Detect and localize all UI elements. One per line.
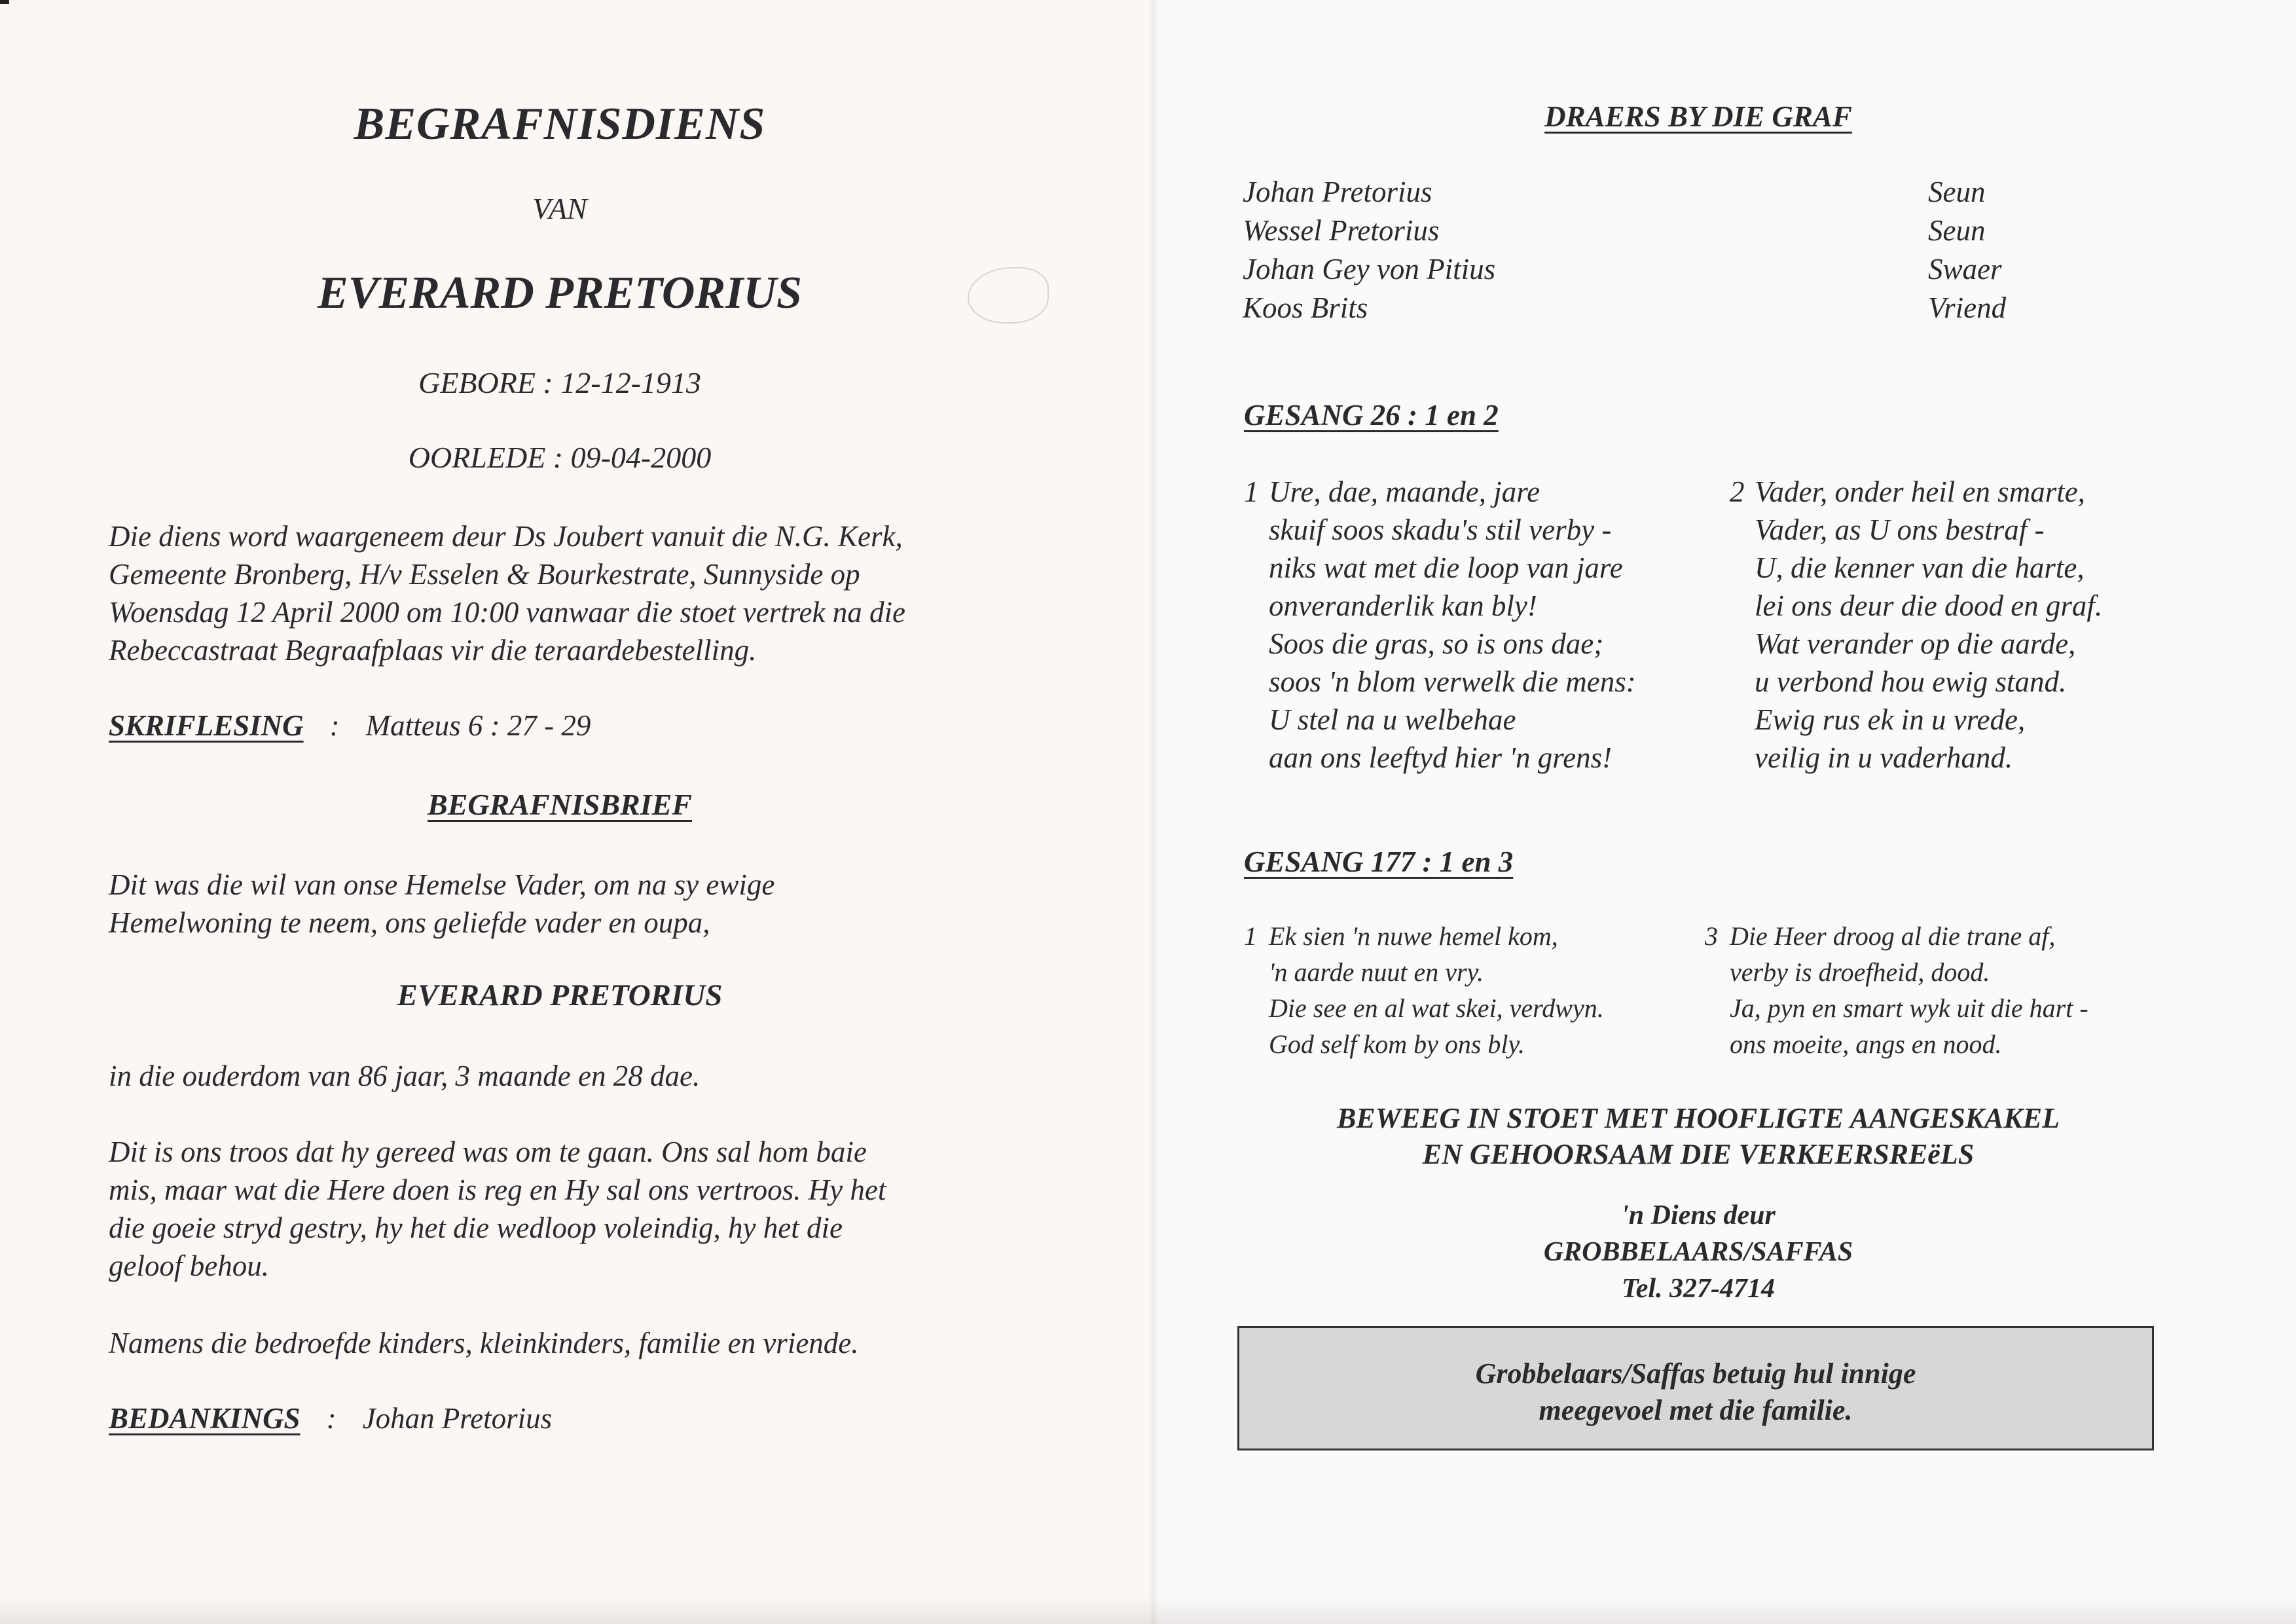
reading-label: SKRIFLESING <box>109 709 304 742</box>
hymn177-verse1 <box>1244 918 1715 1062</box>
bearer-relation: Seun <box>1928 175 1986 208</box>
condolence-line: Grobbelaars/Saffas betuig hul innige <box>1475 1357 1916 1390</box>
scripture-reading <box>109 709 591 743</box>
behalf-line: Namens die bedroefde kinders, kleinkinders, familie en vriende. <box>109 1327 859 1359</box>
verse-line: 1 Ure, dae, maande, jare <box>1244 473 1715 511</box>
van-label: VAN <box>532 192 587 225</box>
bearer-relation: Vriend <box>1928 291 2007 324</box>
verse-line: Ja, pyn en smart wyk uit die hart - <box>1730 993 2088 1023</box>
service-line: Woensdag 12 April 2000 om 10:00 vanwaar die stoet vertrek na die <box>109 596 905 629</box>
verse-line: onveranderlik kan bly! <box>1269 589 1537 622</box>
bearer-name: Koos Brits <box>1243 291 1368 324</box>
procession-notice <box>1152 1100 2244 1172</box>
hymn177-verse3 <box>1705 918 2229 1062</box>
verse-line: U, die kenner van die harte, <box>1755 551 2085 584</box>
service-line: Die diens word waargeneem deur Ds Joubert vanuit die N.G. Kerk, <box>109 520 903 553</box>
bearers-names <box>1243 173 1495 327</box>
thanks-label: BEDANKINGS <box>109 1402 301 1435</box>
verse-line: 1 Ek sien 'n nuwe hemel kom, <box>1244 918 1715 954</box>
verse-number: 1 <box>1244 475 1259 508</box>
verse-line: Die see en al wat skei, verdwyn. <box>1269 993 1604 1023</box>
bearers-relations <box>1928 173 2006 327</box>
verse-line: veilig in u vaderhand. <box>1755 741 2013 774</box>
verse-number: 2 <box>1730 475 1745 508</box>
scan-mark <box>0 0 9 4</box>
verse-line: aan ons leeftyd hier 'n grens! <box>1269 741 1613 774</box>
verse-line: Ewig rus ek in u vrede, <box>1755 703 2026 736</box>
letter-name: EVERARD PRETORIUS <box>397 978 723 1012</box>
verse-line: skuif soos skadu's stil verby - <box>1269 513 1612 546</box>
verse-line: Soos die gras, so is ons dae; <box>1269 627 1604 660</box>
bearers-heading: DRAERS BY DIE GRAF <box>1544 100 1852 133</box>
verse-line: ons moeite, angs en nood. <box>1730 1029 2002 1059</box>
thanks <box>109 1401 552 1435</box>
letter-line: Dit was die wil van onse Hemelse Vader, om na sy ewige <box>109 868 775 901</box>
phone-number: Tel. 327-4714 <box>1621 1274 1776 1304</box>
condolence-box <box>1237 1326 2154 1450</box>
letter-heading: BEGRAFNISBRIEF <box>428 788 692 821</box>
death-date: OORLEDE : 09-04-2000 <box>408 441 712 474</box>
verse-line: lei ons deur die dood en graf. <box>1755 589 2103 622</box>
comfort-line: mis, maar wat die Here doen is reg en Hy sal ons vertroos. Hy het <box>109 1173 886 1206</box>
reading-value: Matteus 6 : 27 - 29 <box>365 709 591 742</box>
undertaker-name: GROBBELAARS/SAFFAS <box>1543 1237 1853 1267</box>
verse-line: God self kom by ons bly. <box>1269 1029 1525 1059</box>
bearer-name: Wessel Pretorius <box>1243 214 1440 247</box>
thanks-separator: : <box>326 1402 337 1435</box>
verse-line: U stel na u welbehae <box>1269 703 1516 736</box>
age-line: in die ouderdom van 86 jaar, 3 maande en 28 dae. <box>109 1060 701 1092</box>
bearer-name: Johan Gey von Pitius <box>1243 253 1496 286</box>
condolence-line: meegevoel met die familie. <box>1539 1394 1853 1426</box>
verse-line: 3 Die Heer droog al die trane af, <box>1705 918 2229 954</box>
service-provider <box>1152 1197 2244 1307</box>
verse-number: 3 <box>1705 921 1718 951</box>
service-line: Rebeccastraat Begraafplaas vir die teraardebestelling. <box>109 634 757 667</box>
letter-intro <box>109 866 1012 942</box>
bearer-name: Johan Pretorius <box>1243 175 1432 208</box>
comfort-line: geloof behou. <box>109 1249 269 1282</box>
deceased-name: EVERARD PRETORIUS <box>318 268 802 318</box>
page-fold <box>1149 0 1158 1624</box>
verse-line: Wat verander op die aarde, <box>1755 627 2076 660</box>
verse-line: soos 'n blom verwelk die mens: <box>1269 665 1636 698</box>
thanks-value: Johan Pretorius <box>362 1402 553 1435</box>
verse-line: 'n aarde nuut en vry. <box>1269 957 1484 987</box>
verse-number: 1 <box>1244 921 1257 951</box>
verse-line: verby is droefheid, dood. <box>1730 957 1990 987</box>
service-details <box>109 517 1012 669</box>
bearer-relation: Swaer <box>1928 253 2002 286</box>
verse-line: Vader, as U ons bestraf - <box>1755 513 2045 546</box>
hymn177-heading: GESANG 177 : 1 en 3 <box>1244 845 1514 878</box>
verse-line: u verbond hou ewig stand. <box>1755 665 2067 698</box>
bearer-relation: Seun <box>1928 214 1986 247</box>
reading-separator: : <box>329 709 340 742</box>
birth-date: GEBORE : 12-12-1913 <box>418 366 701 399</box>
comfort-line: Dit is ons troos dat hy gereed was om te gaan. Ons sal hom baie <box>109 1135 867 1168</box>
hymn26-verse1 <box>1244 473 1715 777</box>
scan-edge-shadow <box>0 1598 2296 1624</box>
hymn26-verse2 <box>1730 473 2227 777</box>
service-by: 'n Diens deur <box>1621 1200 1776 1230</box>
verse-line: 2 Vader, onder heil en smarte, <box>1730 473 2227 511</box>
service-line: Gemeente Bronberg, H/v Esselen & Bourkestrate, Sunnyside op <box>109 558 860 591</box>
page-title: BEGRAFNISDIENS <box>354 99 766 149</box>
notice-line: BEWEEG IN STOET MET HOOFLIGTE AANGESKAKEL <box>1337 1102 2060 1134</box>
notice-line: EN GEHOORSAAM DIE VERKEERSREëLS <box>1422 1138 1975 1170</box>
hymn26-heading: GESANG 26 : 1 en 2 <box>1244 399 1499 432</box>
comfort-text <box>109 1133 1012 1285</box>
letter-line: Hemelwoning te neem, ons geliefde vader en oupa, <box>109 906 710 939</box>
verse-line: niks wat met die loop van jare <box>1269 551 1623 584</box>
comfort-line: die goeie stryd gestry, hy het die wedloop voleindig, hy het die <box>109 1211 843 1244</box>
